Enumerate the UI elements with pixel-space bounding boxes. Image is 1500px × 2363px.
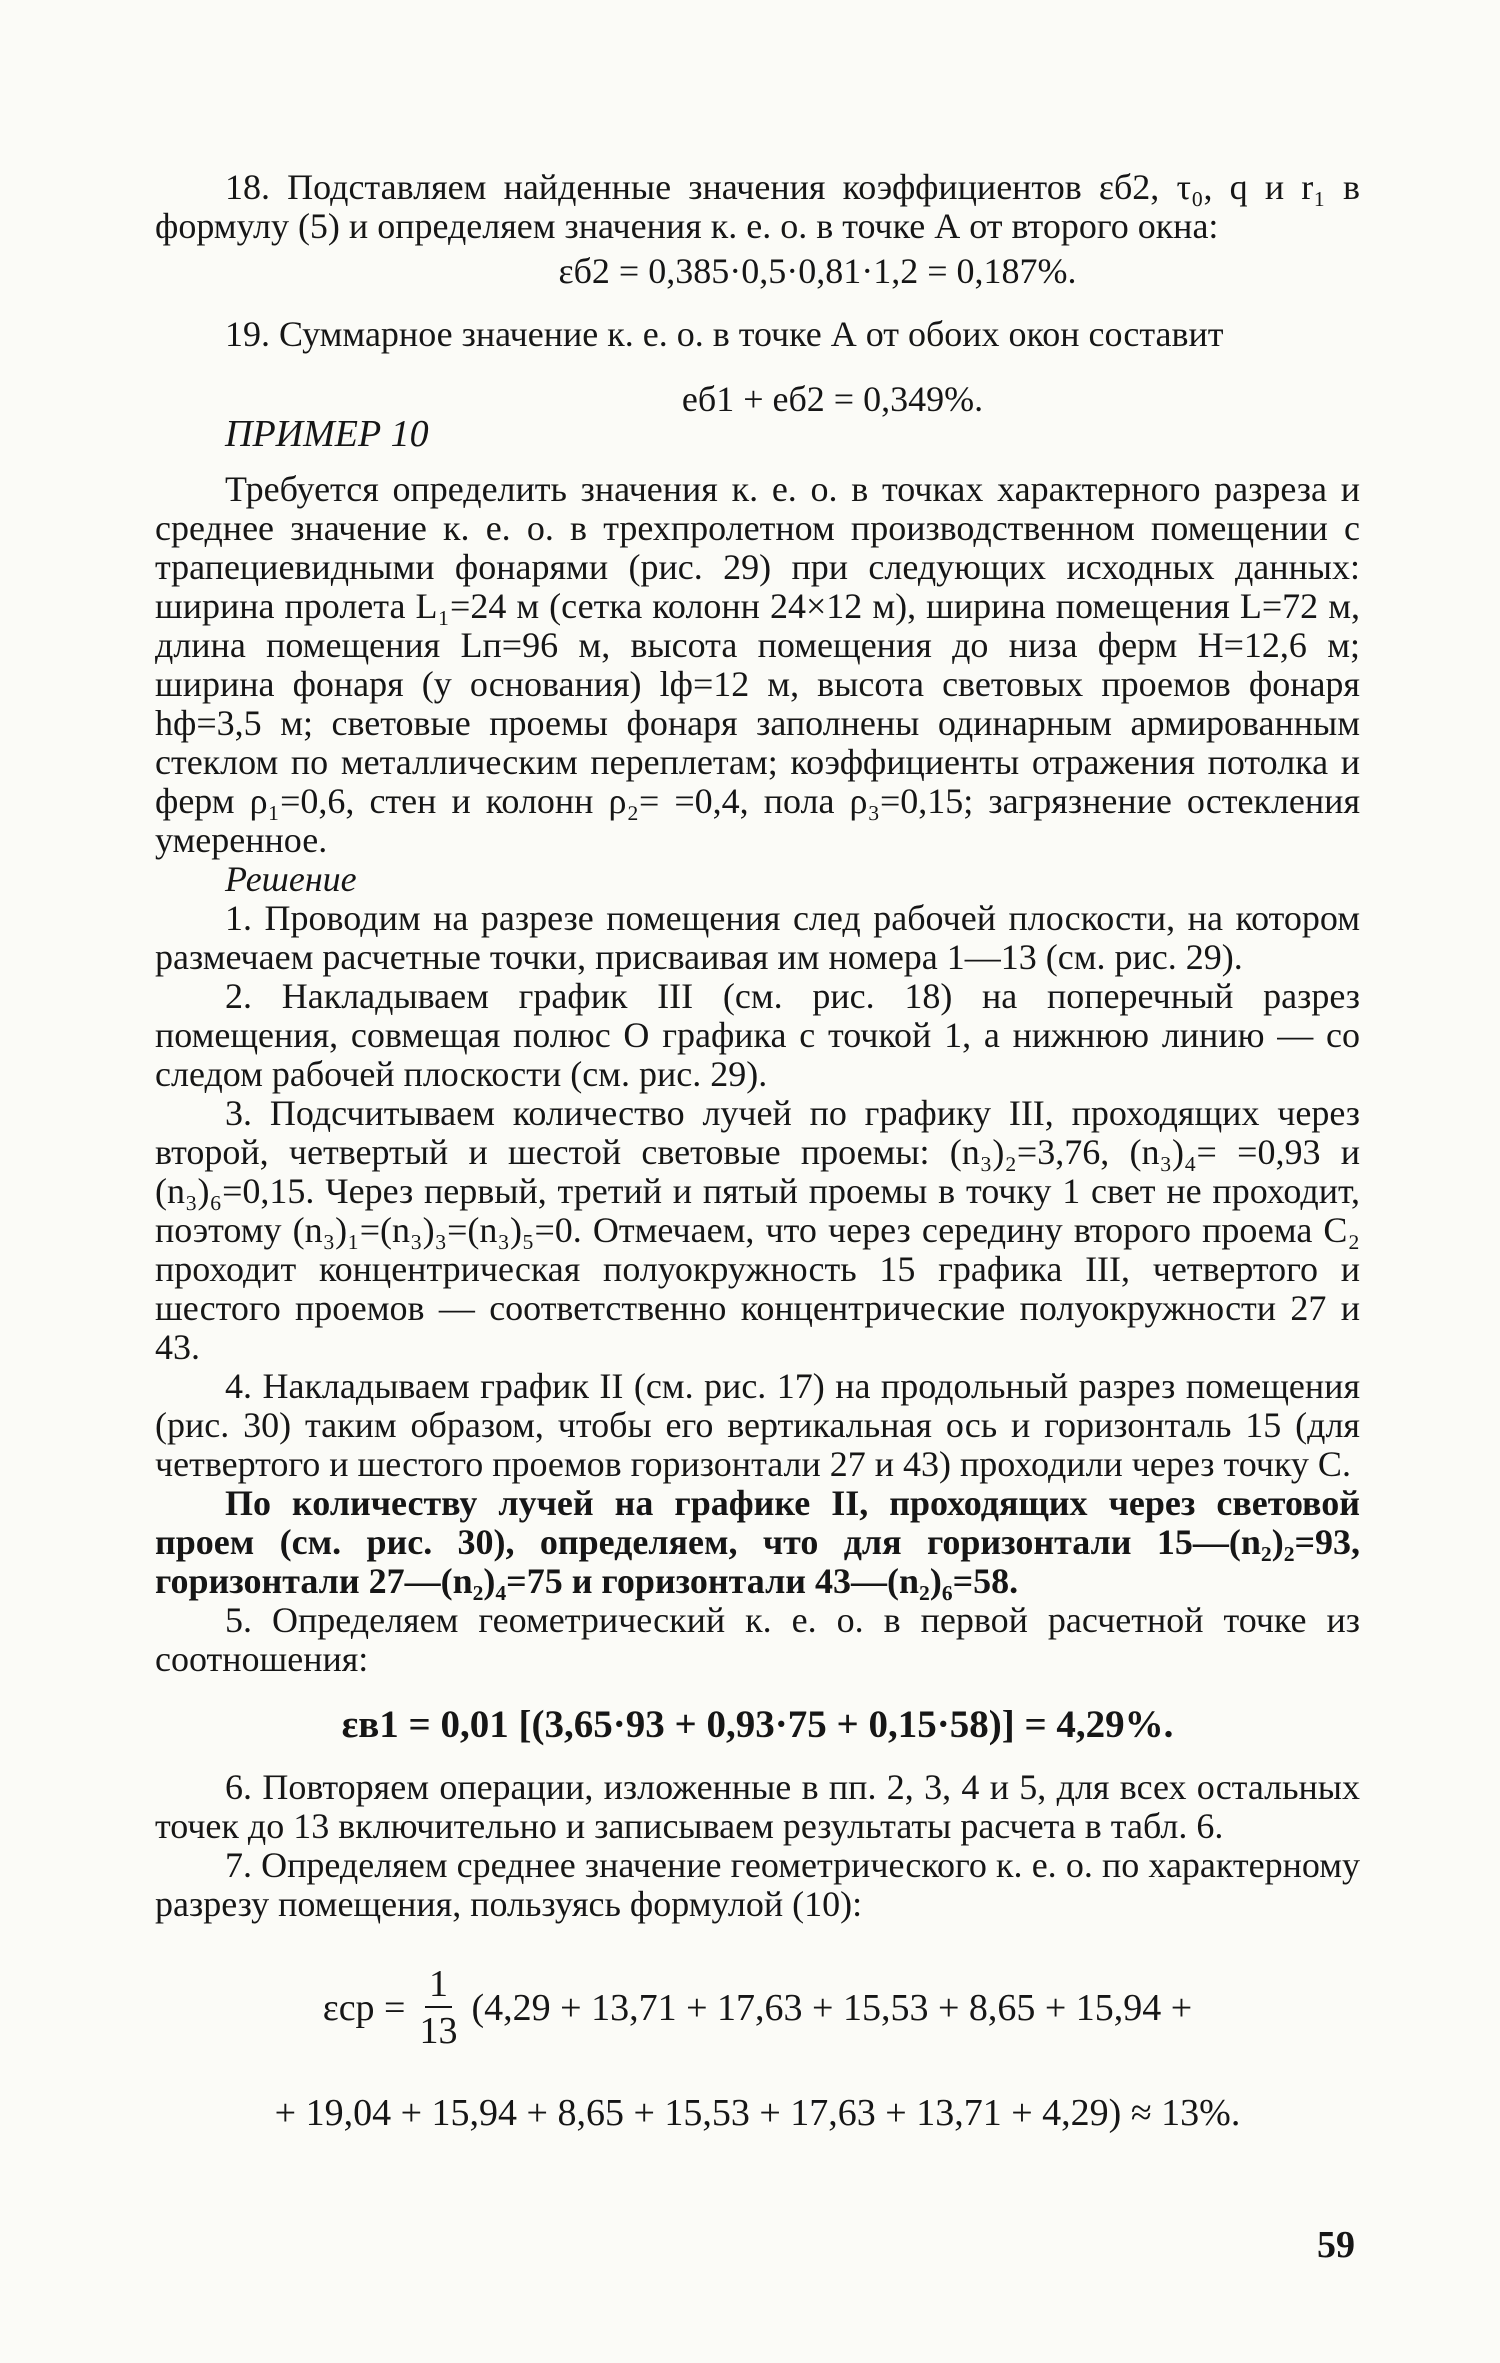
formula-sum: eб1 + eб2 = 0,349%. bbox=[681, 379, 984, 419]
formula-sum-part-1: (4,29 + 13,71 + 17,63 + 15,53 + 8,65 + 15,94 + bbox=[471, 1986, 1193, 2029]
page-number: 59 bbox=[1317, 2224, 1355, 2266]
formula-ev1: εв1 = 0,01 [(3,65·93 + 0,93·75 + 0,15·58)] = 4,29%. bbox=[341, 1703, 1174, 1746]
step-6: 6. Повторяем операции, изложенные в пп. 2, 3, 4 и 5, для всех остальных точек до 13 включительно и записываем результаты расчета в табл. 6. bbox=[155, 1767, 1360, 1846]
fraction bbox=[420, 1962, 458, 2054]
formula-sum-part-2: + 19,04 + 15,94 + 8,65 + 15,53 + 17,63 + 13,71 + 4,29) ≈ 13%. bbox=[274, 2092, 1241, 2134]
step-5: 5. Определяем геометрический к. е. о. в первой расчетной точке из соотношения: bbox=[155, 1600, 1360, 1679]
step-3: 3. Подсчитываем количество лучей по графику III, проходящих через второй, четвертый и шестой световые проемы: (n₃)₂=3,76, (n₃)₄= =0,93 и (n₃)₆=0,15. Через первый, третий и пятый проемы в точку 1 свет не проходит, поэтому (n₃)₁=(n₃)₃=(n₃)₅=0. Отмечаем, что через середину второго проема C₂ проходит концентрическая полуокружность 15 графика III, четвертого и шестого проемов — соответственно концентрические полуокружности 27 и 43. bbox=[155, 1093, 1360, 1367]
step-4: 4. Накладываем график II (см. рис. 17) на продольный разрез помещения (рис. 30) таким образом, чтобы его вертикальная ось и горизонталь 15 (для четвертого и шестого проемов горизонтали 27 и 43) проходили через точку С. bbox=[155, 1366, 1360, 1484]
paragraph-18: 18. Подставляем найденные значения коэффициентов εб2, τ₀, q и r₁ в формулу (5) и определяем значения к. е. о. в точке А от второго окна: bbox=[155, 167, 1360, 246]
solution-subheading: Решение bbox=[225, 859, 357, 899]
paragraph-19: 19. Суммарное значение к. е. о. в точке А от обоих окон составит bbox=[225, 314, 1224, 354]
step-7: 7. Определяем среднее значение геометрического к. е. о. по характерному разрезу помещения, пользуясь формулой (10): bbox=[155, 1845, 1360, 1924]
fraction-denominator: 13 bbox=[419, 2010, 458, 2052]
formula-eb2: εб2 = 0,385·0,5·0,81·1,2 = 0,187%. bbox=[558, 251, 1077, 291]
step-2: 2. Накладываем график III (см. рис. 18) на поперечный разрез помещения, совмещая полюс О графика с точкой 1, а нижнюю линию — со следом рабочей плоскости (см. рис. 29). bbox=[155, 976, 1360, 1094]
formula-average-line-1 bbox=[155, 1962, 1360, 2054]
step-4-continued: По количеству лучей на графике II, проходящих через световой проем (см. рис. 30), определяем, что для горизонтали 15—(n₂)₂=93, горизонтали 27—(n₂)₄=75 и горизонтали 43—(n₂)₆=58. bbox=[155, 1483, 1360, 1601]
formula-lhs: εср = bbox=[322, 1986, 406, 2029]
example-heading: ПРИМЕР 10 bbox=[225, 413, 429, 455]
example-intro: Требуется определить значения к. е. о. в точках характерного разреза и среднее значение к. е. о. в трехпролетном производственном помещении с трапециевидными фонарями (рис. 29) при следующих исходных данных: ширина пролета L₁=24 м (сетка колонн 24×12 м), ширина помещения L=72 м, длина помещения Lп=96 м, высота помещения до низа ферм H=12,6 м; ширина фонаря (у основания) lф=12 м, высота световых проемов фонаря hф=3,5 м; световые проемы фонаря заполнены одинарным армированным стеклом по металлическим переплетам; коэффициенты отражения потолка и ферм ρ₁=0,6, стен и колонн ρ₂= =0,4, пола ρ₃=0,15; загрязнение остекления умеренное. bbox=[155, 469, 1360, 860]
fraction-numerator: 1 bbox=[425, 1962, 452, 2008]
step-1: 1. Проводим на разрезе помещения след рабочей плоскости, на котором размечаем расчетные точки, присваивая им номера 1—13 (см. рис. 29). bbox=[155, 898, 1360, 977]
